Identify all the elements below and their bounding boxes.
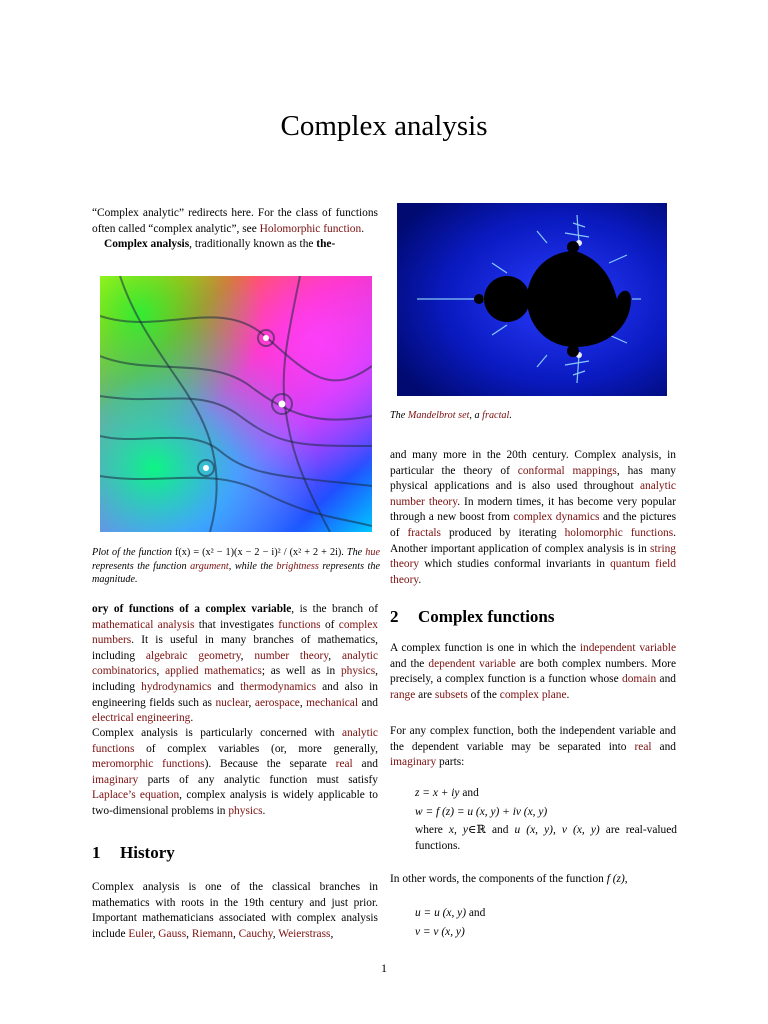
domain-coloring-plot <box>100 276 372 532</box>
link-complex-plane[interactable]: complex plane <box>499 688 567 701</box>
separator: , <box>330 927 334 940</box>
link-number-theory[interactable]: number theory <box>254 649 329 662</box>
link-mechanical[interactable]: mechanical <box>306 696 359 709</box>
intro-text: , is the branch of <box>291 603 379 615</box>
page-title: Complex analysis <box>280 110 488 142</box>
caption-text: , while the <box>228 560 277 572</box>
link-subsets[interactable]: subsets <box>434 688 468 701</box>
link-cauchy[interactable]: Cauchy <box>238 927 273 940</box>
link-mandelbrot-set[interactable]: Mandelbrot set <box>407 410 470 421</box>
math-expression: z = x + iy <box>415 787 460 799</box>
link-dependent-variable[interactable]: dependent variable <box>428 657 516 670</box>
para-text: parts of any analytic function must satisfy <box>138 773 378 786</box>
para-text: . Another important application of complex analysis is in <box>390 526 677 555</box>
math-expression: f (z) <box>606 873 625 885</box>
equation-tail: and <box>466 907 486 919</box>
link-electrical-engineering[interactable]: electrical engineering <box>92 712 191 725</box>
link-imaginary[interactable]: imaginary <box>92 773 139 786</box>
link-weierstrass[interactable]: Weierstrass <box>278 927 331 940</box>
caption-text: , a <box>469 410 483 421</box>
caption-text: represents the function <box>92 560 191 572</box>
link-hue[interactable]: hue <box>365 547 380 558</box>
para-text: , complex analysis is widely applicable to two-dimensional problems in <box>92 789 378 817</box>
link-brightness[interactable]: brightness <box>276 560 319 572</box>
link-meromorphic-functions[interactable]: meromorphic functions <box>92 758 205 771</box>
link-euler[interactable]: Euler <box>128 927 153 940</box>
para-text: In other words, the components of the function <box>390 873 607 885</box>
applications-paragraph <box>92 726 378 820</box>
intro-bold-term-cont: ory of functions of a complex variable <box>92 603 292 615</box>
equation-tail: and <box>459 787 479 799</box>
intro-bold-term: Complex analysis <box>104 238 190 251</box>
para-text: For any complex function, both the independent variable and the dependent variable may be separated into <box>390 725 676 753</box>
link-quantum-field-theory[interactable]: quantum field theory <box>390 558 676 586</box>
para-text: where <box>415 824 449 836</box>
para-text: . <box>262 804 266 817</box>
mandelbrot-image <box>397 203 667 396</box>
link-analytic-combinatorics[interactable]: analytic combinatorics <box>92 649 379 678</box>
link-analytic-functions[interactable]: analytic functions <box>92 727 378 755</box>
link-string-theory[interactable]: string theory <box>390 542 676 571</box>
para-text: parts: <box>436 756 465 769</box>
para-text: ). Because the separate <box>204 758 336 771</box>
real-imaginary-paragraph <box>390 724 676 771</box>
section-title: History <box>120 843 175 862</box>
equation-v <box>415 925 465 941</box>
para-text: . In modern times, it has become very popular through a new boost from <box>390 495 676 524</box>
para-text: , has many physical applications and is also used throughout <box>390 464 676 493</box>
link-fractals[interactable]: fractals <box>407 526 441 539</box>
intro-text: , <box>156 665 166 678</box>
complex-functions-paragraph <box>390 641 676 703</box>
link-nuclear[interactable]: nuclear <box>215 696 249 709</box>
history-continued-paragraph <box>390 448 676 588</box>
equation-where <box>415 823 677 854</box>
para-text: of the <box>467 688 500 701</box>
separator: , <box>186 927 192 940</box>
link-functions[interactable]: functions <box>278 618 321 631</box>
link-imaginary-2[interactable]: imaginary <box>390 756 437 769</box>
equation-u <box>415 906 485 922</box>
math-expression: v = v (x, y) <box>415 926 465 938</box>
intro-text: , traditionally known as the <box>189 238 317 251</box>
domain-coloring-image <box>100 276 372 532</box>
equation-w <box>415 805 547 821</box>
link-riemann[interactable]: Riemann <box>191 927 233 940</box>
separator: , <box>232 927 239 940</box>
caption-text: Plot of the function <box>92 547 175 558</box>
para-text: . <box>418 573 422 586</box>
intro-text: and <box>211 680 241 693</box>
link-range[interactable]: range <box>390 688 416 701</box>
link-laplaces-equation[interactable]: Laplace’s equation <box>92 789 180 802</box>
link-gauss[interactable]: Gauss <box>158 927 187 940</box>
link-holomorphic-function[interactable]: Holomorphic function <box>259 222 362 235</box>
separator: , <box>152 927 159 940</box>
para-text: are real-valued functions. <box>415 824 677 852</box>
link-physics[interactable]: physics <box>340 665 376 678</box>
intro-text: , <box>240 649 255 662</box>
intro-text: that investigates <box>194 618 279 631</box>
para-text: and <box>656 673 676 686</box>
caption-text: represents the magnitude. <box>92 560 380 585</box>
figure-caption-domain-coloring <box>92 546 380 587</box>
para-text: Complex analysis is particularly concerned with <box>92 727 342 739</box>
math-expression: u = u (x, y) <box>415 907 467 919</box>
section-heading-history <box>92 843 175 863</box>
para-text: , <box>624 873 628 885</box>
link-analytic-number-theory[interactable]: analytic number theory <box>390 480 676 508</box>
intro-text: , <box>248 696 255 709</box>
para-text: and the pictures of <box>390 511 677 539</box>
page-number: 1 <box>381 961 387 975</box>
math-expression: w = f (z) = u (x, y) + iv (x, y) <box>415 806 548 818</box>
para-text: which studies conformal invariants in <box>419 558 611 571</box>
redirect-text: “Complex analytic” redirects here. For the class of functions often called “complex analytic”, see <box>92 207 378 235</box>
math-expression: u (x, y), v (x, y) <box>514 824 600 836</box>
link-domain[interactable]: domain <box>622 673 657 686</box>
section-number: 2 <box>390 607 399 626</box>
link-physics-2[interactable]: physics <box>228 804 263 817</box>
intro-text: ; as well as in <box>261 665 341 678</box>
link-algebraic-geometry[interactable]: algebraic geometry <box>145 649 241 662</box>
section-title: Complex functions <box>418 607 555 626</box>
link-argument[interactable]: argument <box>190 560 229 572</box>
para-text: and <box>352 758 378 771</box>
mandelbrot-figure <box>397 203 667 396</box>
para-text: are <box>415 688 435 701</box>
link-thermodynamics[interactable]: thermodynamics <box>240 680 316 693</box>
para-text: ∈ℝ and <box>467 824 515 836</box>
link-applied-mathematics[interactable]: applied mathematics <box>165 665 262 678</box>
history-paragraph <box>92 880 378 942</box>
link-conformal-mappings[interactable]: conformal mappings <box>517 464 617 477</box>
intro-text: and <box>358 696 378 709</box>
section-heading-complex-functions <box>390 607 554 627</box>
link-aerospace[interactable]: aerospace <box>254 696 300 709</box>
caption-formula: f(x) = (x² − 1)(x − 2 − i)² / (x² + 2 + 2i). <box>175 547 344 558</box>
intro-text: . <box>190 712 194 725</box>
link-independent-variable[interactable]: independent variable <box>579 642 676 654</box>
link-real[interactable]: real <box>335 758 353 771</box>
para-text: Complex analysis is one of the classical branches in mathematics with roots in the 19th century and just prior. Important mathematicians associated with complex analysis include <box>92 881 378 940</box>
link-real-2[interactable]: real <box>634 740 652 753</box>
para-text: and the <box>390 657 429 670</box>
para-text: of complex variables (or, more generally, <box>134 742 378 755</box>
equation-z <box>415 786 479 802</box>
link-fractal[interactable]: fractal <box>482 410 510 421</box>
link-holomorphic-functions[interactable]: holomorphic functions <box>564 526 674 539</box>
intro-text: . It is useful in many branches of mathematics, including <box>92 634 378 662</box>
caption-text: The <box>343 547 366 558</box>
intro-bold-continued: the- <box>316 238 336 251</box>
intro-text: and also in engineering fields such as <box>92 680 379 709</box>
link-mathematical-analysis[interactable]: mathematical analysis <box>92 618 195 631</box>
intro-text: , <box>299 696 307 709</box>
caption-text: The <box>390 410 408 421</box>
math-expression: x, y <box>448 824 468 836</box>
para-text: are both complex numbers. More precisely, a complex function is a function whose <box>390 657 676 686</box>
section-number: 1 <box>92 843 101 862</box>
para-text: produced by iterating <box>440 526 565 539</box>
intro-paragraph <box>92 602 378 727</box>
components-paragraph <box>390 872 676 888</box>
caption-text: . <box>509 410 512 421</box>
intro-text: , including <box>92 665 378 693</box>
para-text: and many more in the 20th century. Complex analysis, in particular the theory of <box>390 449 676 477</box>
para-text: A complex function is one in which the <box>390 642 580 654</box>
separator: , <box>272 927 279 940</box>
link-complex-dynamics[interactable]: complex dynamics <box>513 511 600 524</box>
para-text: and <box>651 740 676 753</box>
figure-caption-mandelbrot <box>390 409 676 423</box>
intro-text: of <box>320 618 339 631</box>
link-complex-numbers[interactable]: complex numbers <box>92 618 378 647</box>
link-hydrodynamics[interactable]: hydrodynamics <box>141 680 212 693</box>
redirect-note <box>92 206 378 253</box>
redirect-tail: . <box>361 222 365 235</box>
para-text: . <box>566 688 570 701</box>
intro-text: , <box>328 649 342 662</box>
